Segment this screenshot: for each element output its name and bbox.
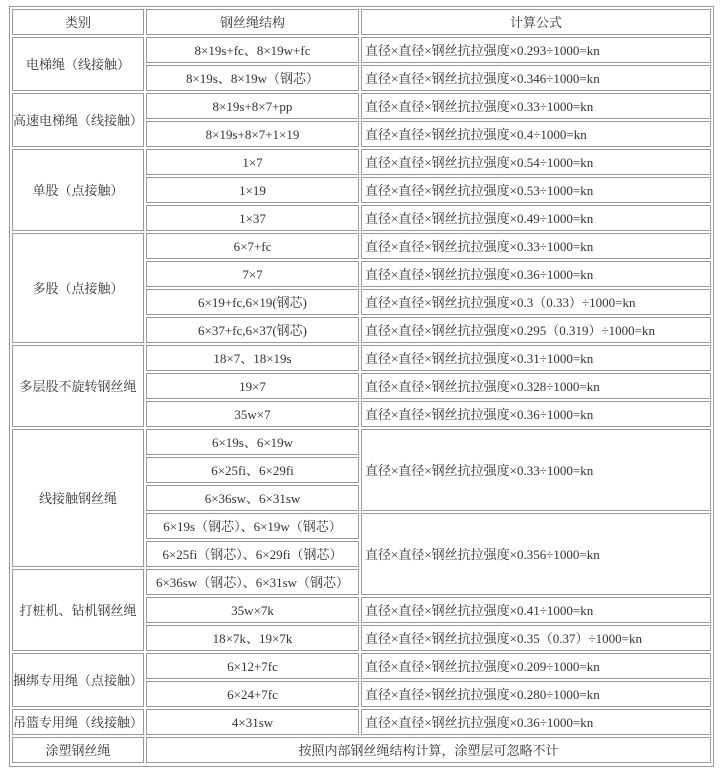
category-cell: 线接触钢丝绳 xyxy=(12,429,144,567)
formula-cell: 直径×直径×钢丝抗拉强度×0.295（0.319）÷1000=kn xyxy=(361,317,711,343)
formula-cell: 直径×直径×钢丝抗拉强度×0.53÷1000=kn xyxy=(361,177,711,203)
structure-cell: 1×37 xyxy=(146,205,359,231)
structure-cell: 7×7 xyxy=(146,261,359,287)
structure-cell: 8×19s+8×7+1×19 xyxy=(146,121,359,147)
formula-cell: 直径×直径×钢丝抗拉强度×0.4÷1000=kn xyxy=(361,121,711,147)
formula-cell: 直径×直径×钢丝抗拉强度×0.356÷1000=kn xyxy=(361,513,711,595)
formula-cell: 直径×直径×钢丝抗拉强度×0.31÷1000=kn xyxy=(361,345,711,371)
category-cell: 多股（点接触） xyxy=(12,233,144,343)
structure-cell: 6×12+7fc xyxy=(146,653,359,679)
structure-cell: 6×25fi（钢芯）、6×29fi（钢芯） xyxy=(146,541,359,567)
structure-cell: 18×7k、19×7k xyxy=(146,625,359,651)
category-cell: 多层股不旋转钢丝绳 xyxy=(12,345,144,427)
header-formula: 计算公式 xyxy=(361,9,711,35)
formula-cell: 直径×直径×钢丝抗拉强度×0.36÷1000=kn xyxy=(361,401,711,427)
category-cell: 捆绑专用绳（点接触） xyxy=(12,653,144,707)
structure-cell: 6×7+fc xyxy=(146,233,359,259)
formula-cell: 直径×直径×钢丝抗拉强度×0.33÷1000=kn xyxy=(361,233,711,259)
category-cell: 吊篮专用绳（线接触） xyxy=(12,709,144,735)
structure-cell: 1×19 xyxy=(146,177,359,203)
formula-cell: 直径×直径×钢丝抗拉强度×0.49÷1000=kn xyxy=(361,205,711,231)
structure-cell: 18×7、18×19s xyxy=(146,345,359,371)
header-structure: 钢丝绳结构 xyxy=(146,9,359,35)
category-cell: 电梯绳（线接触） xyxy=(12,37,144,91)
structure-cell: 6×19s、6×19w xyxy=(146,429,359,455)
coating-note: 按照内部钢丝绳结构计算，涂塑层可忽略不计 xyxy=(146,737,711,763)
formula-cell: 直径×直径×钢丝抗拉强度×0.54÷1000=kn xyxy=(361,149,711,175)
formula-cell: 直径×直径×钢丝抗拉强度×0.346÷1000=kn xyxy=(361,65,711,91)
structure-cell: 6×19s（钢芯）、6×19w（钢芯） xyxy=(146,513,359,539)
category-cell: 打桩机、钻机钢丝绳 xyxy=(12,569,144,651)
formula-cell: 直径×直径×钢丝抗拉强度×0.33÷1000=kn xyxy=(361,93,711,119)
category-cell: 单股（点接触） xyxy=(12,149,144,231)
formula-cell: 直径×直径×钢丝抗拉强度×0.293÷1000=kn xyxy=(361,37,711,63)
structure-cell: 1×7 xyxy=(146,149,359,175)
formula-cell: 直径×直径×钢丝抗拉强度×0.41÷1000=kn xyxy=(361,597,711,623)
structure-cell: 6×25fi、6×29fi xyxy=(146,457,359,483)
formula-cell: 直径×直径×钢丝抗拉强度×0.35（0.37）÷1000=kn xyxy=(361,625,711,651)
structure-cell: 8×19s、8×19w（钢芯） xyxy=(146,65,359,91)
structure-cell: 6×37+fc,6×37(钢芯) xyxy=(146,317,359,343)
structure-cell: 35w×7 xyxy=(146,401,359,427)
structure-cell: 19×7 xyxy=(146,373,359,399)
structure-cell: 6×36sw、6×31sw xyxy=(146,485,359,511)
category-cell: 高速电梯绳（线接触） xyxy=(12,93,144,147)
structure-cell: 6×36sw（钢芯）、6×31sw（钢芯） xyxy=(146,569,359,595)
structure-cell: 4×31sw xyxy=(146,709,359,735)
formula-cell: 直径×直径×钢丝抗拉强度×0.33÷1000=kn xyxy=(361,429,711,511)
header-category: 类别 xyxy=(12,9,144,35)
formula-cell: 直径×直径×钢丝抗拉强度×0.328÷1000=kn xyxy=(361,373,711,399)
formula-cell: 直径×直径×钢丝抗拉强度×0.3（0.33）÷1000=kn xyxy=(361,289,711,315)
structure-cell: 35w×7k xyxy=(146,597,359,623)
formula-cell: 直径×直径×钢丝抗拉强度×0.36÷1000=kn xyxy=(361,709,711,735)
formula-cell: 直径×直径×钢丝抗拉强度×0.209÷1000=kn xyxy=(361,653,711,679)
structure-cell: 8×19s+8×7+pp xyxy=(146,93,359,119)
structure-cell: 8×19s+fc、8×19w+fc xyxy=(146,37,359,63)
structure-cell: 6×19+fc,6×19(钢芯) xyxy=(146,289,359,315)
formula-cell: 直径×直径×钢丝抗拉强度×0.280÷1000=kn xyxy=(361,681,711,707)
structure-cell: 6×24+7fc xyxy=(146,681,359,707)
formula-cell: 直径×直径×钢丝抗拉强度×0.36÷1000=kn xyxy=(361,261,711,287)
category-cell: 涂塑钢丝绳 xyxy=(12,737,144,763)
